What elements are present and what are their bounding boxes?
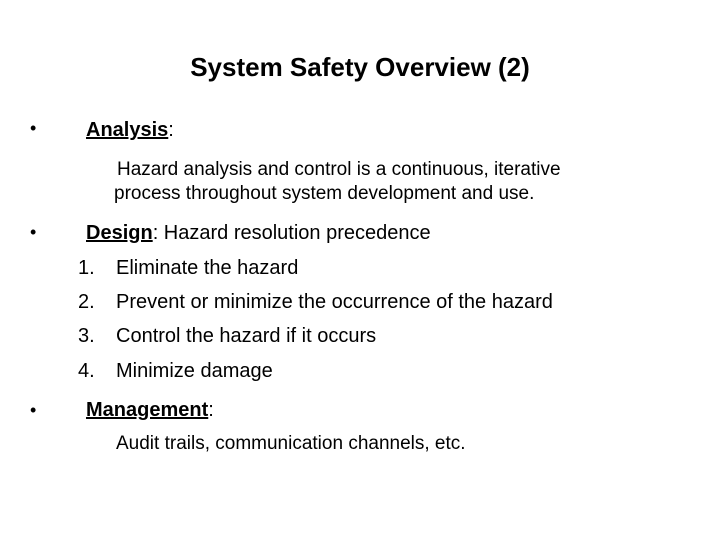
section-heading-analysis [86,116,174,144]
bullet-icon: • [30,222,37,242]
list-item [78,357,273,385]
section-body-analysis [114,158,677,206]
list-item-number: 4. [78,360,95,382]
list-item-text: Minimize damage [116,360,273,382]
section-heading-management [86,396,214,424]
section-heading-design [86,219,431,247]
section-suffix: : Hazard resolution precedence [152,222,431,244]
list-item-number: 2. [78,291,95,313]
section-body-management [116,432,676,456]
list-item-text: Prevent or minimize the occurrence of the hazard [116,291,553,313]
list-item [78,254,298,282]
section-term: Analysis [86,119,169,141]
section-term: Management [86,399,209,421]
slide-title: System Safety Overview (2) [190,52,530,82]
list-item-number: 3. [78,325,95,347]
section-term: Design [86,222,153,244]
bullet-icon: • [30,118,37,138]
section-suffix: : [168,119,174,141]
list-item-text: Control the hazard if it occurs [116,325,377,347]
bullet-icon: • [30,400,37,420]
body-line: Audit trails, communication channels, etc. [116,433,466,454]
body-line: Hazard analysis and control is a continuous, iterative [117,159,561,180]
section-suffix: : [208,399,214,421]
list-item-number: 1. [78,257,95,279]
list-item-text: Eliminate the hazard [116,257,299,279]
list-item [78,322,376,350]
list-item [78,288,553,316]
body-line: process throughout system development and use. [114,183,535,204]
